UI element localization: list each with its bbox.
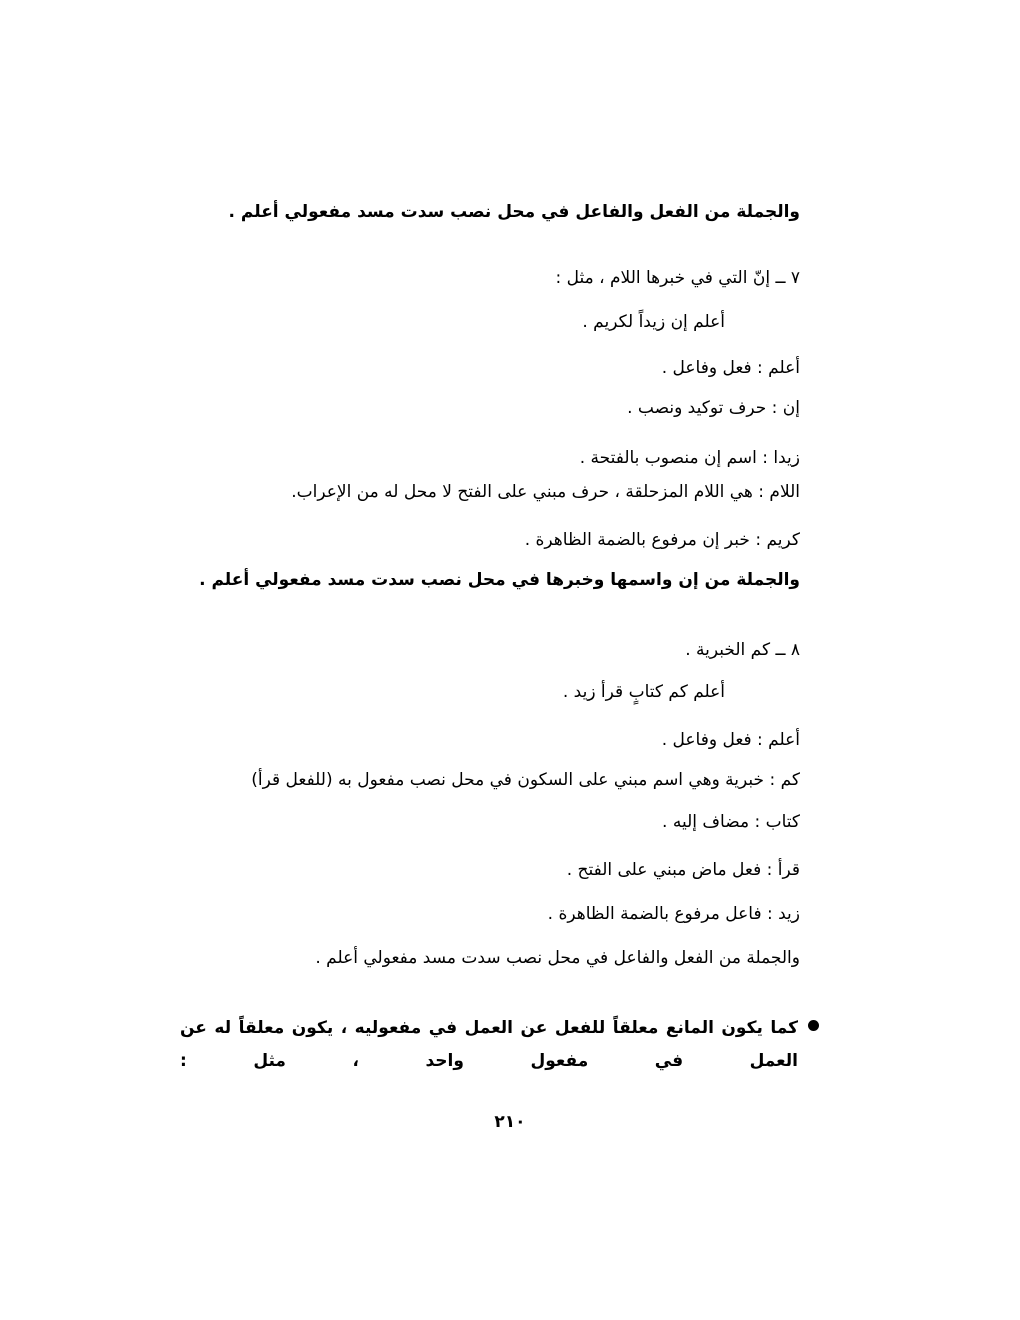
text-line: والجملة من الفعل والفاعل في محل نصب سدت مسد مفعولي أعلم . <box>228 202 800 222</box>
text-line: زيد : فاعل مرفوع بالضمة الظاهرة . <box>547 904 800 924</box>
text-line: أعلم : فعل وفاعل . <box>661 730 800 750</box>
section-heading-7: ٧ ــ إنّ التي في خبرها اللام ، مثل : <box>555 268 800 288</box>
example-sentence: أعلم كم كتابٍ قرأ زيد . <box>562 682 725 702</box>
text-line: زيدا : اسم إن منصوب بالفتحة . <box>579 448 800 468</box>
text-line: كم : خبرية وهي اسم مبني على السكون في محل نصب مفعول به (للفعل قرأ) <box>251 770 800 790</box>
text-line: والجملة من الفعل والفاعل في محل نصب سدت مسد مفعولي أعلم . <box>315 948 800 968</box>
bullet-icon <box>808 1020 819 1031</box>
text-line: كريم : خبر إن مرفوع بالضمة الظاهرة . <box>524 530 800 550</box>
text-line: اللام : هي اللام المزحلقة ، حرف مبني على الفتح لا محل له من الإعراب. <box>291 482 800 502</box>
text-line: والجملة من إن واسمها وخبرها في محل نصب سدت مسد مفعولي أعلم . <box>199 570 800 590</box>
example-sentence: أعلم إن زيداً لكريم . <box>582 312 725 332</box>
note-paragraph: كما يكون المانع معلقاً للفعل عن العمل في مفعوليه ، يكون معلقاً له عن العمل في مفعول واحد ، مثل : <box>180 1018 798 1071</box>
text-line: أعلم : فعل وفاعل . <box>661 358 800 378</box>
section-heading-8: ٨ ــ كم الخبرية . <box>685 640 800 660</box>
text-line: كتاب : مضاف إليه . <box>662 812 800 832</box>
text-line: قرأ : فعل ماض مبني على الفتح . <box>566 860 800 880</box>
page-number: ٢١٠ <box>494 1112 526 1132</box>
text-line: إن : حرف توكيد ونصب . <box>627 398 800 418</box>
